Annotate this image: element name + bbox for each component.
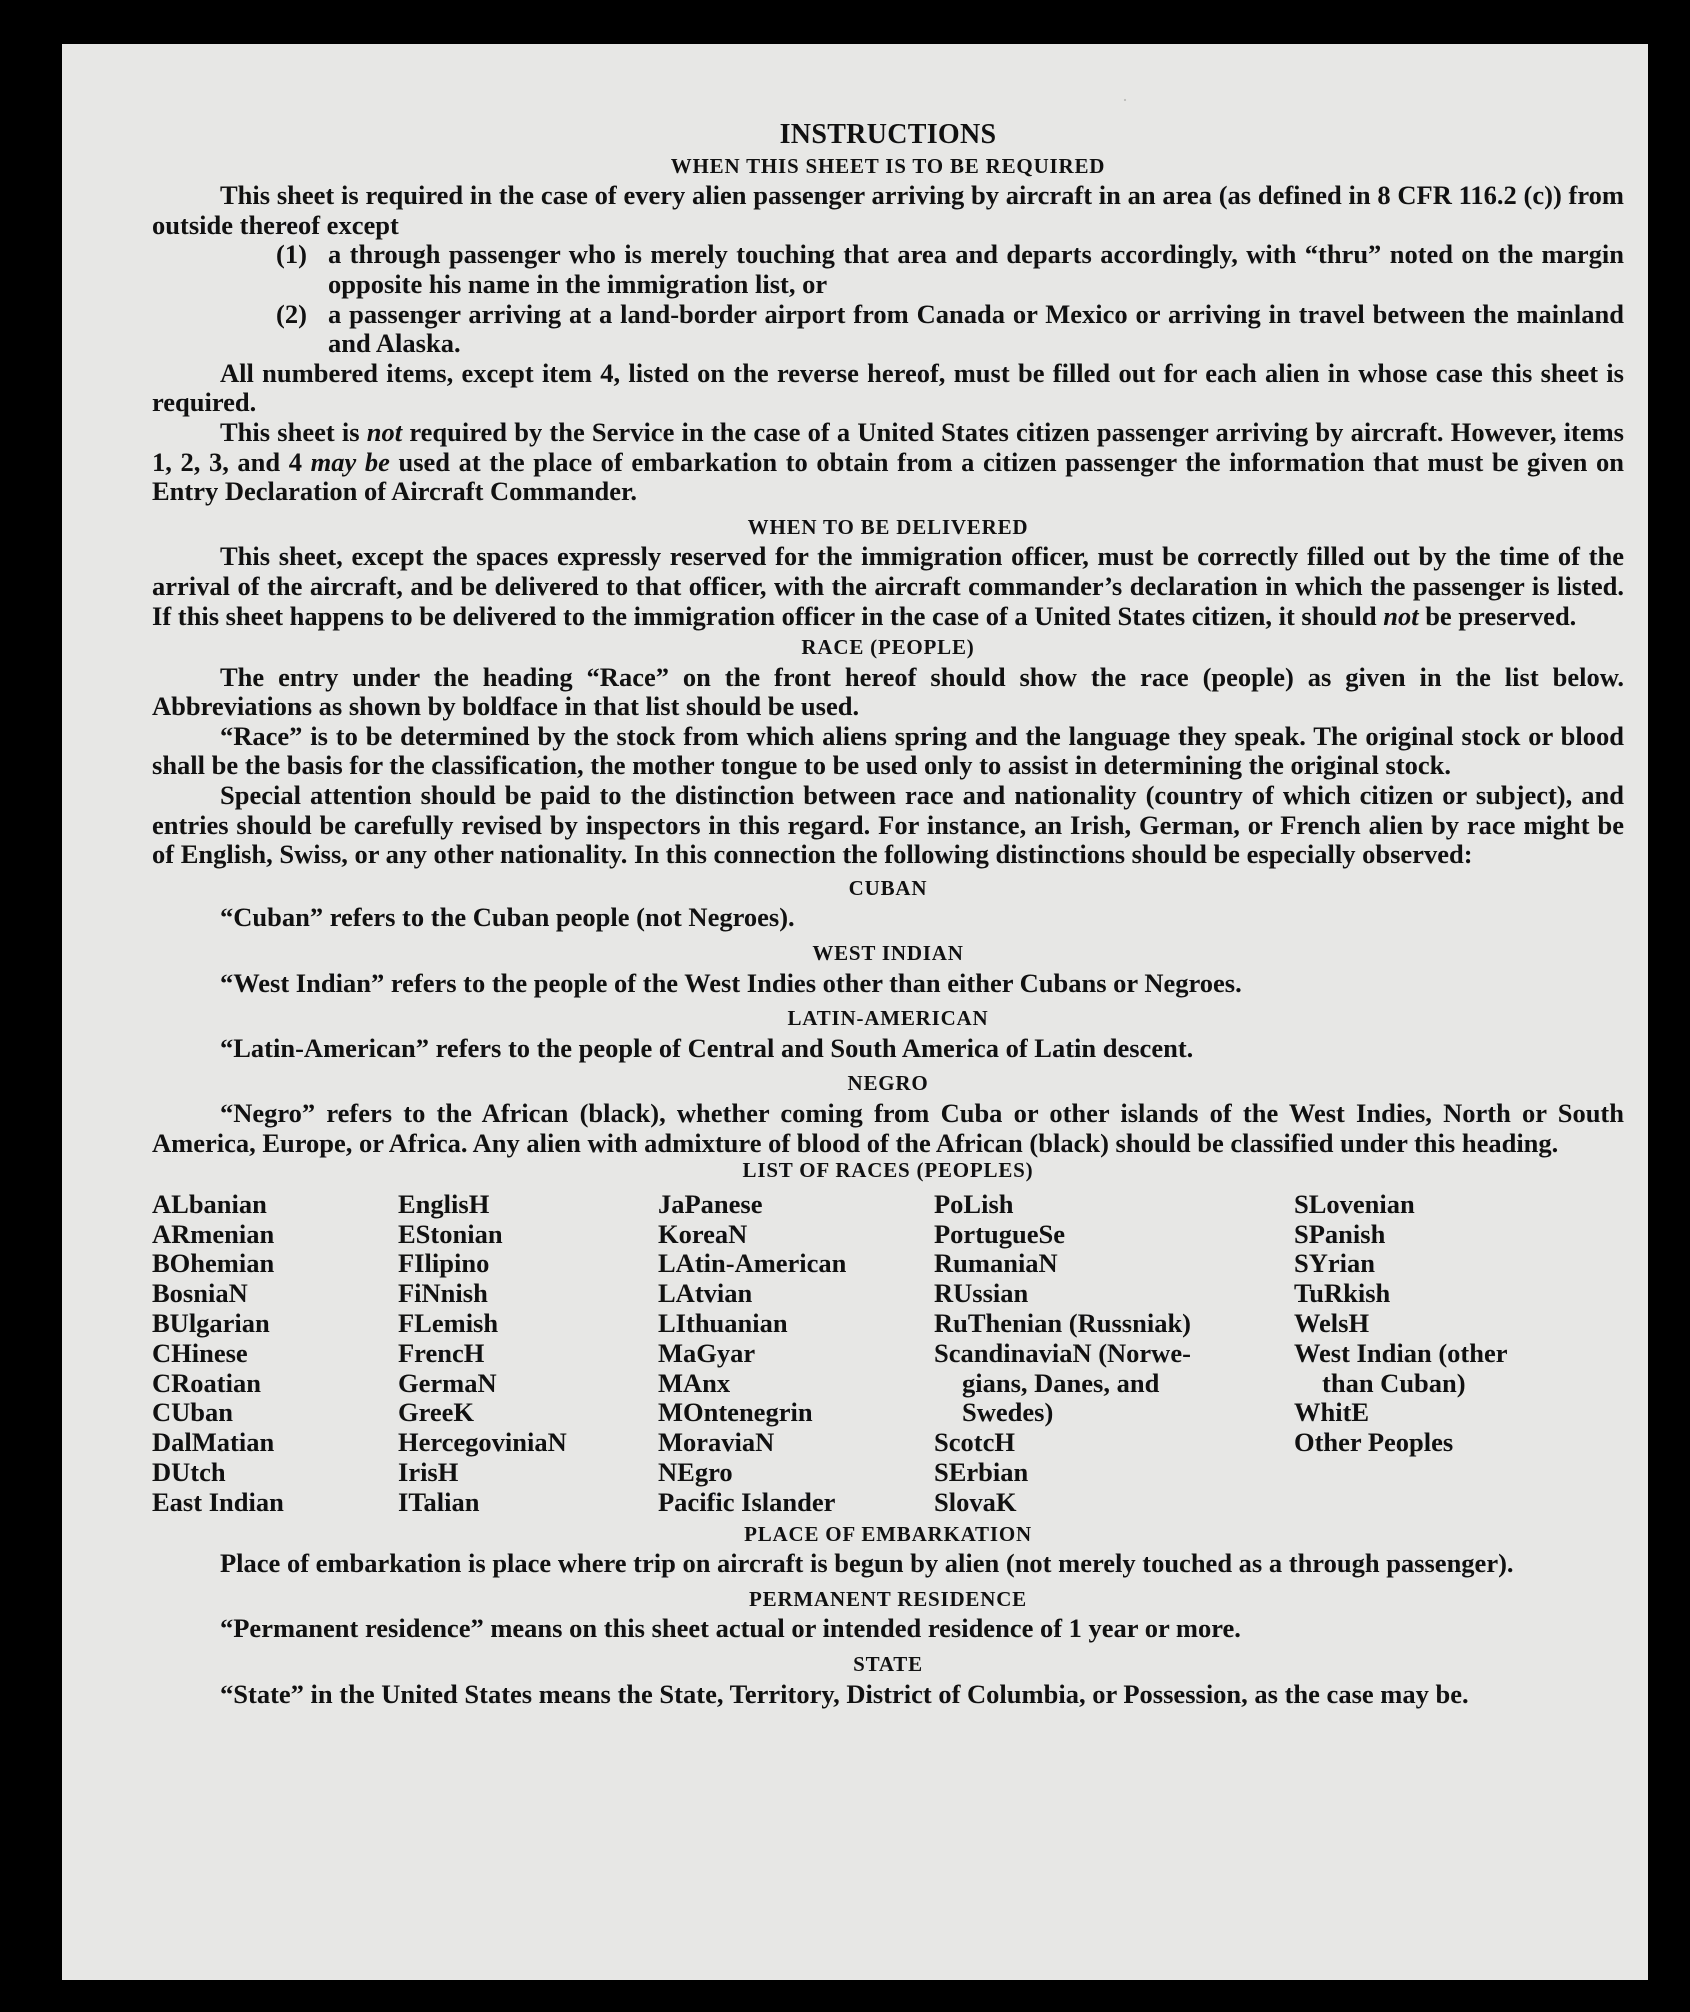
race-item: BOhemian xyxy=(152,1248,275,1279)
race-item: CHinese xyxy=(152,1337,248,1368)
paragraph: Special attention should be paid to the distinction between race and nationality (country of which citizen or subject), and entries should be carefully revised by inspectors in this regard. For instance, an Irish, German, or French alien by race might be of English, Swiss, or any other nationality. In this connection the following distinctions should be especially observed: xyxy=(152,780,1624,870)
heading-latin-american: LATIN-AMERICAN xyxy=(787,1006,989,1031)
paragraph xyxy=(152,418,1624,507)
race-item: SPanish xyxy=(1294,1218,1386,1249)
paragraph: “Cuban” refers to the Cuban people (not Negroes). xyxy=(220,902,795,933)
race-item: NEgro xyxy=(658,1456,733,1487)
italic-text: not xyxy=(366,416,403,447)
item-text: a passenger arriving at a land-border airport from Canada or Mexico or arriving in travel between the mainland and Alaska. xyxy=(328,298,1624,359)
paragraph xyxy=(152,542,1624,631)
race-item: TuRkish xyxy=(1294,1278,1391,1309)
boldface-text: boldface xyxy=(462,691,558,722)
paragraph xyxy=(152,663,1624,722)
race-item: SlovaK xyxy=(934,1486,1017,1517)
heading-race: RACE (PEOPLE) xyxy=(801,635,975,660)
race-item: BUlgarian xyxy=(152,1307,270,1338)
paragraph: “Negro” refers to the African (black), whether coming from Cuba or other islands of the West Indies, North or South America, Europe, or Africa. Any alien with admixture of blood of the African (black) should be classified under this heading. xyxy=(152,1098,1624,1158)
race-item: ScandinaviaN (Norwe- xyxy=(934,1337,1191,1368)
race-item: GermaN xyxy=(398,1367,497,1398)
race-item: LAtvian xyxy=(658,1278,753,1309)
race-item-continuation: than Cuban) xyxy=(1322,1367,1466,1398)
heading-cuban: CUBAN xyxy=(848,875,928,900)
race-item: Other Peoples xyxy=(1294,1427,1454,1458)
paragraph: “Permanent residence” means on this sheet actual or intended residence of 1 year or more. xyxy=(220,1613,1241,1644)
race-item: HercegoviniaN xyxy=(398,1427,567,1458)
text-run: in that list should be used. xyxy=(557,691,860,722)
race-item: DUtch xyxy=(152,1456,226,1487)
race-item: MoraviaN xyxy=(658,1427,775,1458)
race-item: DalMatian xyxy=(152,1427,275,1458)
race-item: WelsH xyxy=(1294,1307,1370,1338)
race-item: FIlipino xyxy=(398,1248,490,1279)
race-item-continuation: Swedes) xyxy=(962,1397,1054,1428)
heading-place-of-embarkation: PLACE OF EMBARKATION xyxy=(744,1521,1032,1546)
races-list xyxy=(152,1190,1624,1518)
heading-when-required: WHEN THIS SHEET IS TO BE REQUIRED xyxy=(670,153,1106,178)
heading-negro: NEGRO xyxy=(847,1071,929,1096)
race-item: GreeK xyxy=(398,1397,475,1428)
paragraph: “Race” is to be determined by the stock from which aliens spring and the language they speak. The original stock or blood shall be the basis for the classification, the mother tongue to be used only to assist in determining the original stock. xyxy=(152,720,1624,781)
race-item: ScotcH xyxy=(934,1427,1015,1458)
text-run: required by the Service in the case of a United States citizen passenger arriving by aircraft. However, items 1, 2, 3, and 4 xyxy=(152,416,1624,477)
race-item: FrencH xyxy=(398,1337,485,1368)
race-item: SLovenian xyxy=(1294,1188,1415,1219)
race-item: BosniaN xyxy=(152,1278,248,1309)
race-item: West Indian (other xyxy=(1294,1337,1508,1368)
race-item: MOntenegrin xyxy=(658,1397,813,1428)
race-item: WhitE xyxy=(1294,1397,1370,1428)
race-item: EStonian xyxy=(398,1218,503,1249)
race-item: East Indian xyxy=(152,1486,284,1517)
race-item: MaGyar xyxy=(658,1337,756,1368)
text-run: be preserved. xyxy=(1418,600,1577,631)
races-column-2 xyxy=(398,1190,658,1518)
race-item: ARmenian xyxy=(152,1218,275,1249)
race-item-continuation: gians, Danes, and xyxy=(962,1367,1160,1398)
paragraph: “Latin-American” refers to the people of Central and South America of Latin descent. xyxy=(220,1032,1194,1063)
heading-list-of-races: LIST OF RACES (PEOPLES) xyxy=(742,1158,1034,1183)
race-item: LAtin-American xyxy=(658,1248,847,1279)
race-item: RuThenian (Russniak) xyxy=(934,1307,1192,1338)
document-page xyxy=(62,44,1648,1980)
heading-when-delivered: WHEN TO BE DELIVERED xyxy=(747,514,1029,539)
list-item xyxy=(152,300,1624,359)
paragraph: All numbered items, except item 4, listed on the reverse hereof, must be filled out for each alien in whose case this sheet is required. xyxy=(152,357,1624,418)
race-item: PoLish xyxy=(934,1188,1014,1219)
race-item: RUssian xyxy=(934,1278,1029,1309)
race-item: ALbanian xyxy=(152,1188,267,1219)
race-item: RumaniaN xyxy=(934,1248,1058,1279)
paragraph: “West Indian” refers to the people of the West Indies other than either Cubans or Negroes. xyxy=(220,967,1242,998)
text-run: used at the place of embarkation to obtain from a citizen passenger the information that must be given on Entry Declaration of Aircraft Commander. xyxy=(152,446,1625,507)
races-column-5 xyxy=(1294,1190,1584,1518)
paragraph: “State” in the United States means the State, Territory, District of Columbia, or Possession, as the case may be. xyxy=(220,1678,1469,1709)
race-item: SYrian xyxy=(1294,1248,1375,1279)
page-title: INSTRUCTIONS xyxy=(779,119,997,150)
race-item: IrisH xyxy=(398,1456,459,1487)
race-item: JaPanese xyxy=(658,1188,763,1219)
text-run: The entry under the heading “Race” on the front hereof should show the race (people) as given in the list below. Abbreviations as shown by xyxy=(152,661,1624,722)
instructions-body xyxy=(152,116,1624,1709)
item-number: (2) xyxy=(276,298,307,329)
race-item: PortugueSe xyxy=(934,1218,1066,1249)
races-column-1 xyxy=(152,1190,398,1518)
paragraph: Place of embarkation is place where trip on aircraft is begun by alien (not merely touched as a through passenger). xyxy=(220,1548,1514,1579)
race-item: CRoatian xyxy=(152,1367,261,1398)
races-column-4 xyxy=(934,1190,1294,1518)
race-item: EnglisH xyxy=(398,1188,490,1219)
heading-permanent-residence: PERMANENT RESIDENCE xyxy=(749,1586,1027,1611)
text-run: This sheet is xyxy=(220,416,367,447)
race-item: FLemish xyxy=(398,1307,499,1338)
list-item xyxy=(152,240,1624,299)
race-item: FiNnish xyxy=(398,1278,488,1309)
heading-state: STATE xyxy=(853,1651,923,1676)
race-item: Pacific Islander xyxy=(658,1486,836,1517)
race-item: CUban xyxy=(152,1397,234,1428)
race-item: MAnx xyxy=(658,1367,731,1398)
text-run: This sheet, except the spaces expressly reserved for the immigration officer, must be correctly filled out by the time of the arrival of the aircraft, and be delivered to that officer, with the aircraft commander’s declaration in which the passenger is listed. If this sheet happens to be delivered to the immigration officer in the case of a United States citizen, it should xyxy=(152,541,1624,631)
race-item: LIthuanian xyxy=(658,1307,788,1338)
race-item: KoreaN xyxy=(658,1218,748,1249)
item-text: a through passenger who is merely touching that area and departs accordingly, with “thru” noted on the margin opposite his name in the immigration list, or xyxy=(328,239,1624,299)
paragraph: This sheet is required in the case of every alien passenger arriving by aircraft in an area (as defined in 8 CFR 116.2 (c)) from outside thereof except xyxy=(152,180,1624,240)
bleed-through-text: · xyxy=(1122,90,1128,110)
heading-west-indian: WEST INDIAN xyxy=(812,941,964,966)
races-column-3 xyxy=(658,1190,934,1518)
italic-text: may be xyxy=(310,446,390,477)
race-item: ITalian xyxy=(398,1486,480,1517)
race-item: SErbian xyxy=(934,1456,1029,1487)
italic-text: not xyxy=(1383,600,1419,631)
item-number: (1) xyxy=(276,239,307,270)
